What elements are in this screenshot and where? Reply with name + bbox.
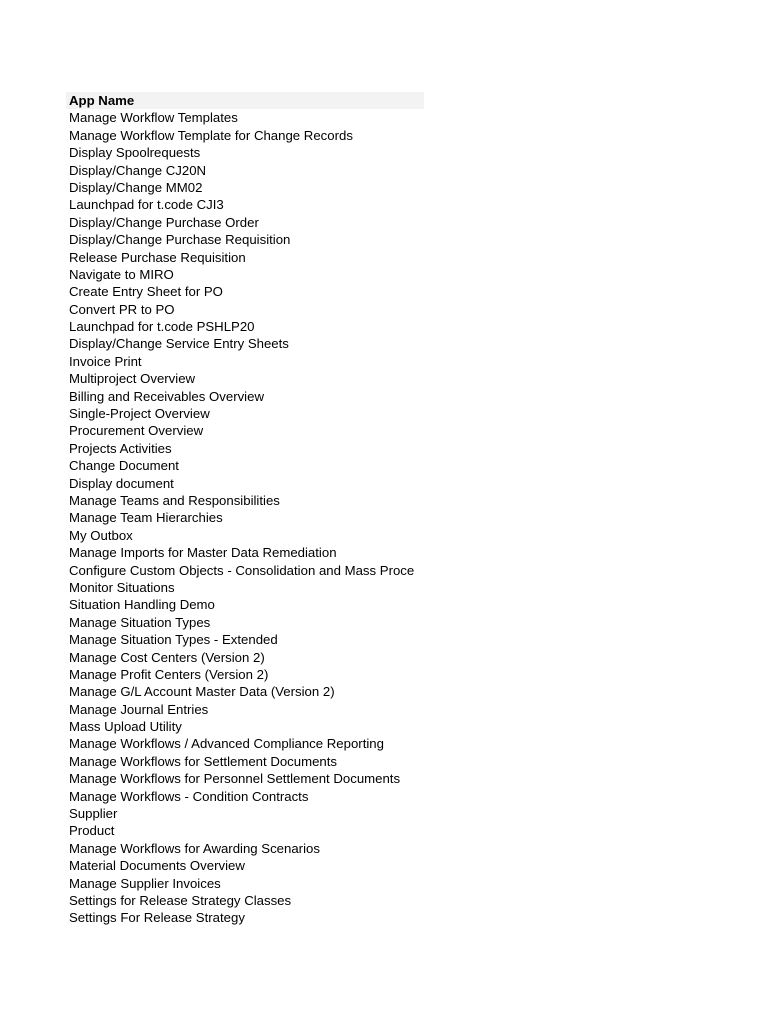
table-row: Manage Workflows for Settlement Documents <box>69 753 338 769</box>
table-row: Manage Team Hierarchies <box>69 510 223 526</box>
table-row: Display/Change MM02 <box>69 179 203 195</box>
table-row: Launchpad for t.code PSHLP20 <box>69 319 255 335</box>
table-row: Launchpad for t.code CJI3 <box>69 197 224 213</box>
table-row: Invoice Print <box>69 353 142 369</box>
table-row: Display/Change Service Entry Sheets <box>69 336 289 352</box>
table-row: My Outbox <box>69 527 133 543</box>
table-row: Situation Handling Demo <box>69 597 215 613</box>
table-row: Manage Journal Entries <box>69 701 209 717</box>
table-row: Manage Situation Types <box>69 614 211 630</box>
table-row: Material Documents Overview <box>69 858 245 874</box>
table-row: Product <box>69 823 115 839</box>
table-row: Manage Workflows / Advanced Compliance Reporting <box>69 736 384 752</box>
table-row: Monitor Situations <box>69 579 175 595</box>
table-row: Mass Upload Utility <box>69 719 182 735</box>
table-body <box>66 109 426 926</box>
table-row: Single-Project Overview <box>69 406 210 422</box>
table-row: Procurement Overview <box>69 423 204 439</box>
table-row: Projects Activities <box>69 440 172 456</box>
table-row: Manage Cost Centers (Version 2) <box>69 649 265 665</box>
table-row: Manage Workflows for Personnel Settlement Documents <box>69 771 401 787</box>
table-row: Billing and Receivables Overview <box>69 388 264 404</box>
table-row: Display/Change Purchase Requisition <box>69 232 291 248</box>
table-row: Manage Workflows - Condition Contracts <box>69 788 309 804</box>
table-row: Manage Workflows for Awarding Scenarios <box>69 840 320 856</box>
table-row: Change Document <box>69 458 179 474</box>
table-row: Manage Situation Types - Extended <box>69 632 278 648</box>
table-row: Release Purchase Requisition <box>69 249 246 265</box>
table-row: Manage Teams and Responsibilities <box>69 492 280 508</box>
table-row: Display document <box>69 475 174 491</box>
table-row: Convert PR to PO <box>69 301 175 317</box>
table-row: Supplier <box>69 806 118 822</box>
table-row: Display/Change Purchase Order <box>69 214 259 230</box>
table-row: Display/Change CJ20N <box>69 162 207 178</box>
table-row: Manage Workflow Template for Change Records <box>69 127 353 143</box>
table-row: Settings For Release Strategy <box>69 910 245 926</box>
column-header-app-name: App Name <box>66 92 424 109</box>
table-row: Manage Workflow Templates <box>69 110 238 126</box>
table-row: Manage Imports for Master Data Remediation <box>69 545 337 561</box>
table-row: Settings for Release Strategy Classes <box>69 892 292 908</box>
table-row: Multiproject Overview <box>69 371 196 387</box>
table-row: Display Spoolrequests <box>69 145 201 161</box>
app-name-table <box>66 92 426 927</box>
table-row: Manage G/L Account Master Data (Version 2) <box>69 684 335 700</box>
table-row: Navigate to MIRO <box>69 266 174 282</box>
table-row: Manage Supplier Invoices <box>69 875 221 891</box>
table-row: Configure Custom Objects - Consolidation and Mass Proce <box>69 562 415 578</box>
table-row: Create Entry Sheet for PO <box>69 284 223 300</box>
table-row: Manage Profit Centers (Version 2) <box>69 666 269 682</box>
